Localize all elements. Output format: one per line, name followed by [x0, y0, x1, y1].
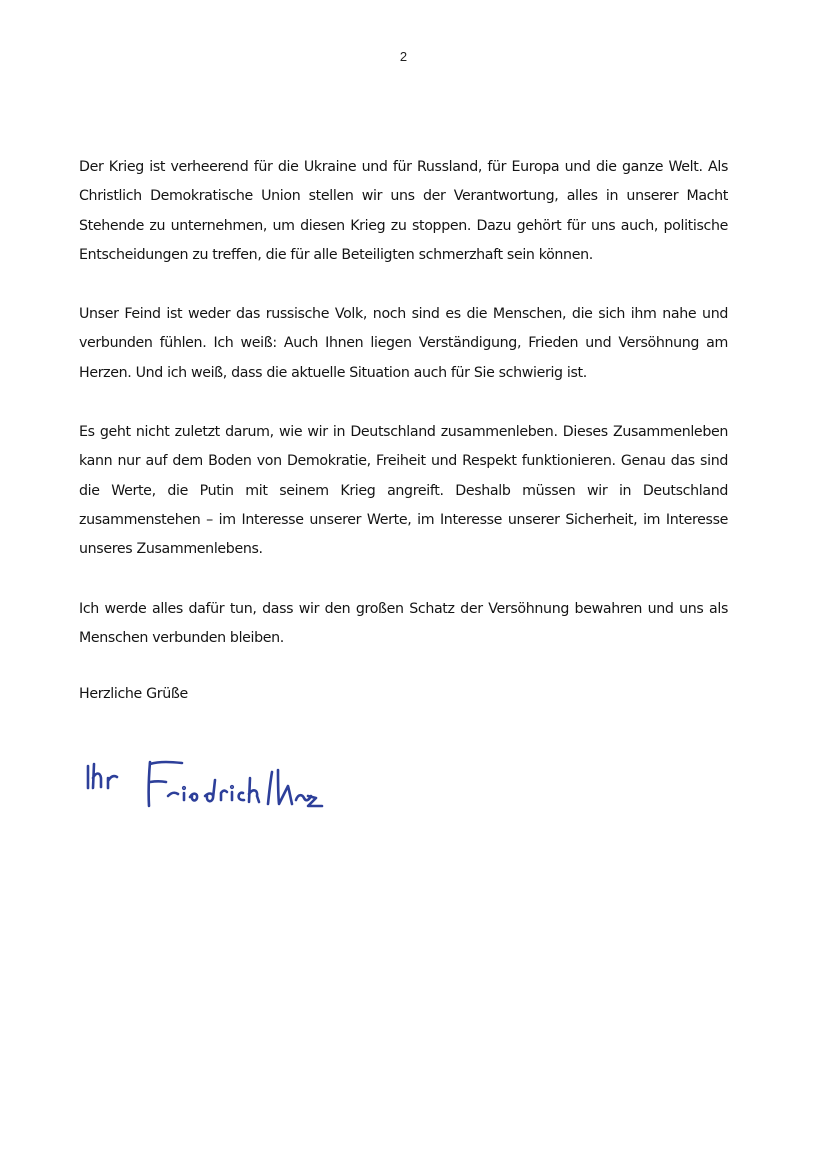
letter-paragraph: Es geht nicht zuletzt darum, wie wir in Deutschland zusammenleben. Dieses Zusammenleben kann nur auf dem Boden von Demokratie, Freiheit und Respekt funktionieren. Genau das sind die Werte, die Putin mit seinem Krieg angreift. Deshalb müssen wir in Deutschland zusammenstehen – im Interesse unserer Werte, im Interesse unserer Sicherheit, im Interesse unseres Zusammenlebens.: [79, 424, 728, 558]
letter-body: [79, 153, 728, 683]
letter-paragraph: Ich werde alles dafür tun, dass wir den großen Schatz der Versöhnung bewahren und uns als Menschen verbunden bleiben.: [79, 600, 728, 646]
handwritten-signature: [80, 748, 340, 828]
signature-drawing: [80, 748, 340, 828]
letter-paragraph: Der Krieg ist verheerend für die Ukraine und für Russland, für Europa und die ganze Welt. Als Christlich Demokratische Union stellen wir uns der Verantwortung, alles in unserer Macht Stehende zu unternehmen, um diesen Krieg zu stoppen. Dazu gehört für uns auch, politische Entscheidungen zu treffen, die für alle Beteiligten schmerzhaft sein können.: [79, 159, 728, 263]
letter-paragraph: Unser Feind ist weder das russische Volk, noch sind es die Menschen, die sich ihm nahe und verbunden fühlen. Ich weiß: Auch Ihnen liegen Verständigung, Frieden und Versöhnung am Herzen. Und ich weiß, dass die aktuelle Situation auch für Sie schwierig ist.: [79, 306, 728, 381]
page-number: 2: [399, 49, 408, 64]
letter-closing: Herzliche Grüße: [79, 686, 188, 702]
